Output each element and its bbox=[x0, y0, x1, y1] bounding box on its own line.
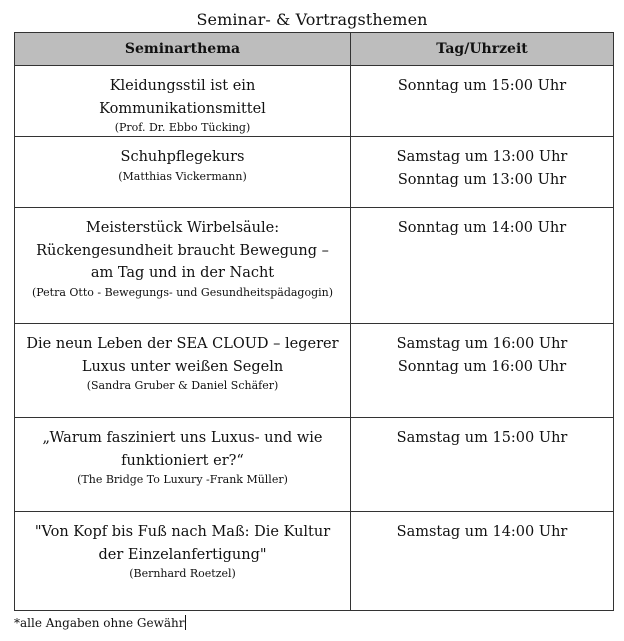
seminar-table bbox=[14, 32, 614, 611]
footnote bbox=[14, 615, 186, 631]
topic-speaker: (Sandra Gruber & Daniel Schäfer) bbox=[86, 379, 279, 392]
footnote-text: *alle Angaben ohne Gewähr bbox=[14, 616, 185, 630]
topic-title: Kleidungsstil ist ein Kommunikationsmittel bbox=[99, 78, 266, 117]
topic-cell bbox=[15, 512, 351, 611]
time-slot: Samstag um 15:00 Uhr bbox=[396, 430, 568, 446]
topic-cell bbox=[15, 208, 351, 324]
topic-title: Meisterstück Wirbelsäule: Rückengesundheit braucht Bewegung – am Tag und in der Nacht bbox=[36, 220, 329, 281]
topic-title: Schuhpflegekurs bbox=[120, 149, 245, 165]
topic-speaker: (Petra Otto - Bewegungs- und Gesundheitspädagogin) bbox=[31, 285, 334, 299]
time-slot: Samstag um 16:00 Uhr bbox=[396, 336, 568, 352]
topic-title: „Warum fasziniert uns Luxus- und wie funktioniert er?“ bbox=[42, 430, 323, 469]
time-slot: Samstag um 14:00 Uhr bbox=[396, 524, 568, 540]
topic-title: Die neun Leben der SEA CLOUD – legerer Luxus unter weißen Segeln bbox=[26, 336, 339, 375]
topic-cell bbox=[15, 418, 351, 512]
topic-speaker: (Prof. Dr. Ebbo Tücking) bbox=[114, 121, 251, 134]
topic-cell bbox=[15, 324, 351, 418]
time-cell bbox=[351, 137, 614, 208]
table-row bbox=[15, 208, 614, 324]
time-slot: Sonntag um 15:00 Uhr bbox=[397, 78, 567, 94]
topic-cell bbox=[15, 66, 351, 137]
time-slot: Sonntag um 16:00 Uhr bbox=[397, 358, 567, 375]
time-cell bbox=[351, 418, 614, 512]
time-cell bbox=[351, 208, 614, 324]
text-cursor bbox=[185, 615, 186, 630]
time-slot: Samstag um 13:00 Uhr bbox=[396, 149, 568, 165]
table-row bbox=[15, 324, 614, 418]
topic-speaker: (Matthias Vickermann) bbox=[118, 169, 247, 183]
topic-title: "Von Kopf bis Fuß nach Maß: Die Kultur der Einzelanfertigung" bbox=[34, 524, 331, 563]
document-title: Seminar- & Vortragsthemen bbox=[196, 10, 428, 29]
table-row bbox=[15, 66, 614, 137]
table-row bbox=[15, 512, 614, 611]
time-slot: Sonntag um 14:00 Uhr bbox=[397, 220, 567, 236]
time-cell bbox=[351, 324, 614, 418]
column-header-topic: Seminarthema bbox=[15, 33, 351, 66]
column-header-time: Tag/Uhrzeit bbox=[351, 33, 614, 66]
table-row bbox=[15, 418, 614, 512]
table-row bbox=[15, 137, 614, 208]
time-slot: Sonntag um 13:00 Uhr bbox=[397, 171, 567, 188]
time-cell bbox=[351, 512, 614, 611]
table-header-row bbox=[15, 33, 614, 66]
time-cell bbox=[351, 66, 614, 137]
topic-speaker: (Bernhard Roetzel) bbox=[129, 567, 236, 580]
topic-cell bbox=[15, 137, 351, 208]
topic-speaker: (The Bridge To Luxury -Frank Müller) bbox=[77, 473, 288, 486]
